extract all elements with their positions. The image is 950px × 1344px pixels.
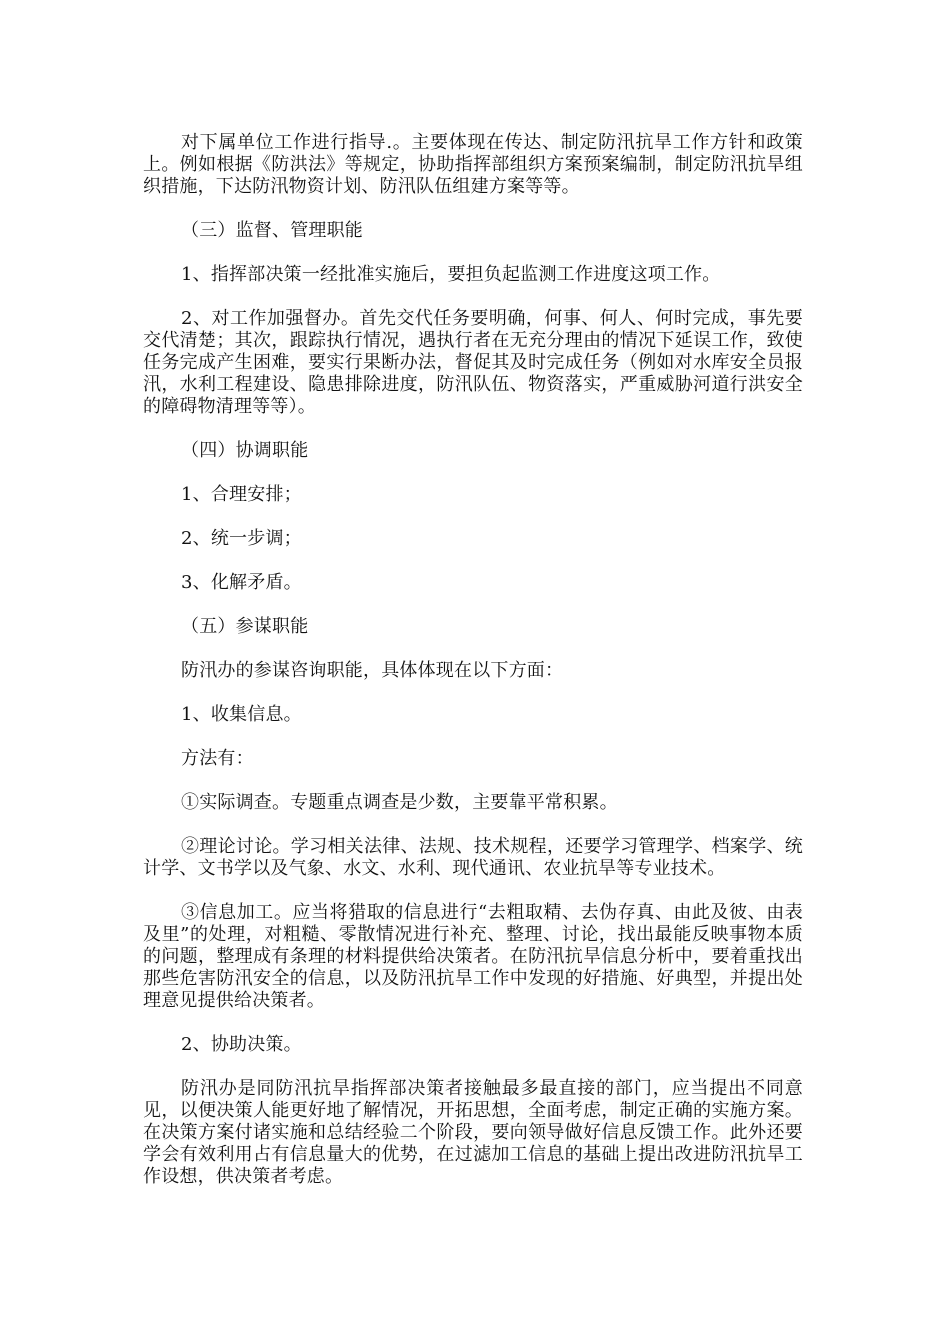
section-heading-supervision: （三）监督、管理职能 <box>181 220 363 241</box>
paragraph-guidance: 对下属单位工作进行指导.。主要体现在传达、制定防汛抗旱工作方针和政策上。例如根据《防洪法》等规定，协助指挥部组织方案预案编制，制定防汛抗旱组织措施，下达防汛物资计划、防汛队伍组建方案等等。 <box>143 132 803 197</box>
paragraph-method-discussion: ②理论讨论。学习相关法律、法规、技术规程，还要学习管理学、档案学、统计学、文书学以及气象、水文、水利、现代通讯、农业抗旱等专业技术。 <box>143 836 803 879</box>
paragraph-supervision-2: 2、对工作加强督办。首先交代任务要明确，何事、何人、何时完成，事先要交代清楚；其次，跟踪执行情况，遇执行者在无充分理由的情况下延误工作，致使任务完成产生困难，要实行果断办法，督促其及时完成任务（例如对水库安全员报汛，水利工程建设、隐患排除进度，防汛队伍、物资落实，严重威胁河道行洪安全的障碍物清理等等）。 <box>143 308 803 417</box>
paragraph-supervision-1: 1、指挥部决策一经批准实施后，要担负起监测工作进度这项工作。 <box>181 264 721 285</box>
paragraph-assist-decision: 2、协助决策。 <box>181 1034 302 1055</box>
section-heading-advisory: （五）参谋职能 <box>181 616 309 637</box>
paragraph-assist-decision-detail: 防汛办是同防汛抗旱指挥部决策者接触最多最直接的部门，应当提出不同意见，以便决策人能更好地了解情况，开拓思想，全面考虑，制定正确的实施方案。在决策方案付诸实施和总结经验二个阶段，要向领导做好信息反馈工作。此外还要学会有效利用占有信息量大的优势，在过滤加工信息的基础上提出改进防汛抗旱工作设想，供决策者考虑。 <box>143 1078 803 1187</box>
paragraph-method-survey: ①实际调查。专题重点调查是少数，主要靠平常积累。 <box>181 792 618 813</box>
paragraph-coordination-1: 1、合理安排； <box>181 484 302 505</box>
paragraph-coordination-3: 3、化解矛盾。 <box>181 572 302 593</box>
paragraph-collect-info: 1、收集信息。 <box>181 704 302 725</box>
paragraph-methods: 方法有： <box>181 748 254 769</box>
section-heading-coordination: （四）协调职能 <box>181 440 309 461</box>
paragraph-coordination-2: 2、统一步调； <box>181 528 302 549</box>
paragraph-method-processing: ③信息加工。应当将猎取的信息进行“去粗取精、去伪存真、由此及彼、由表及里”的处理，对粗糙、零散情况进行补充、整理、讨论，找出最能反映事物本质的问题，整理成有条理的材料提供给决策者。在防汛抗旱信息分析中，要着重找出那些危害防汛安全的信息，以及防汛抗旱工作中发现的好措施、好典型，并提出处理意见提供给决策者。 <box>143 902 803 1011</box>
document-body <box>143 132 803 1188</box>
paragraph-advisory-intro: 防汛办的参谋咨询职能，具体体现在以下方面： <box>181 660 564 681</box>
